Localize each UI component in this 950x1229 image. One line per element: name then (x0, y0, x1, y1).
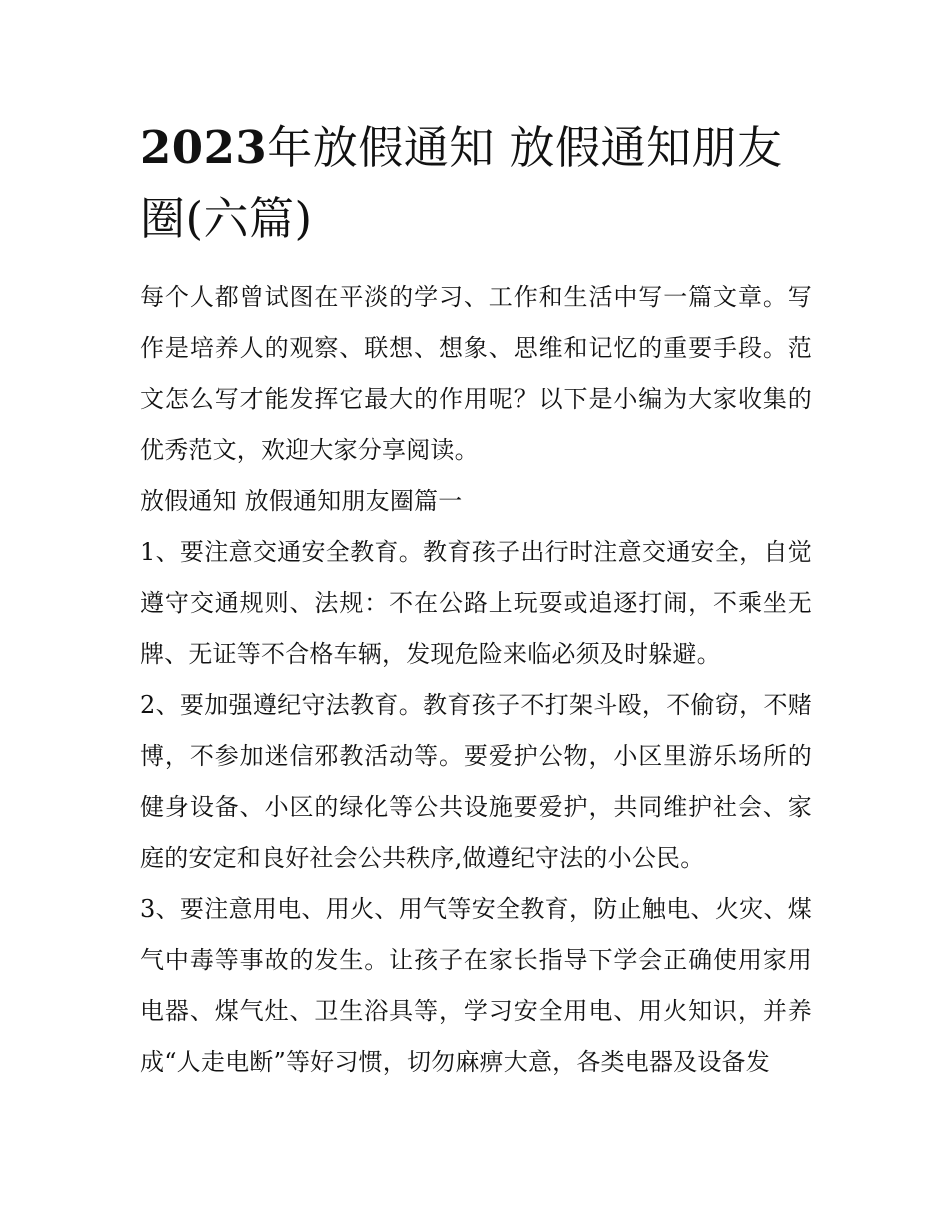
list-item-1: 1、要注意交通安全教育。教育孩子出行时注意交通安全，自觉遵守交通规则、法规：不在公路上玩耍或追逐打闹，不乘坐无牌、无证等不合格车辆，发现危险来临必须及时躲避。 (140, 538, 812, 668)
intro-paragraph: 每个人都曾试图在平淡的学习、工作和生活中写一篇文章。写作是培养人的观察、联想、想象、思维和记忆的重要手段。范文怎么写才能发挥它最大的作用呢？以下是小编为大家收集的优秀范文，欢迎大家分享阅读。 (140, 283, 812, 464)
title-text: 年放假通知 放假通知朋友圈(六篇) (140, 121, 783, 245)
title-year: 2023 (140, 121, 268, 174)
document-body (140, 112, 812, 1088)
list-item-3: 3、要注意用电、用火、用气等安全教育，防止触电、火灾、煤气中毒等事故的发生。让孩子在家长指导下学会正确使用家用电器、煤气灶、卫生浴具等，学习安全用电、用火知识，并养成“人走电断”等好习惯，切勿麻痹大意，各类电器及设备发 (140, 895, 812, 1076)
document-title (140, 112, 812, 254)
section-heading: 放假通知 放假通知朋友圈篇一 (140, 487, 463, 515)
list-item-2: 2、要加强遵纪守法教育。教育孩子不打架斗殴，不偷窃，不赌博，不参加迷信邪教活动等。要爱护公物，小区里游乐场所的健身设备、小区的绿化等公共设施要爱护，共同维护社会、家庭的安定和良好社会公共秩序,做遵纪守法的小公民。 (140, 691, 812, 872)
